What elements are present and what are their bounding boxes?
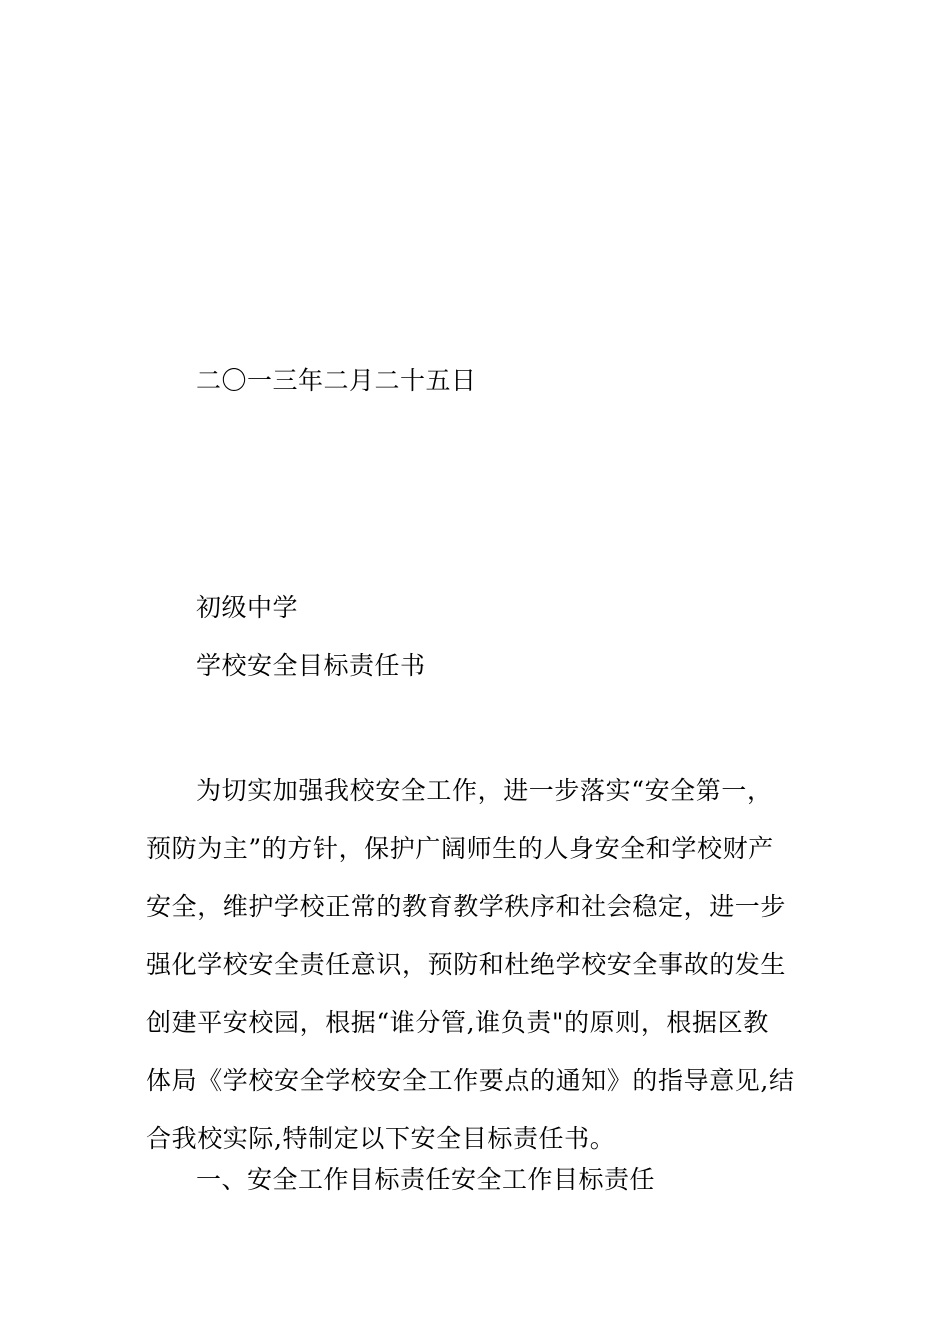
school-name: 初级中学 bbox=[196, 593, 299, 622]
paragraph-line: 体局《学校安全学校安全工作要点的通知》的指导意见,结 bbox=[146, 1066, 795, 1095]
document-title: 学校安全目标责任书 bbox=[196, 651, 426, 680]
paragraph-line: 合我校实际,特制定以下安全目标责任书。 bbox=[146, 1124, 616, 1153]
paragraph-line: 创建平安校园，根据“谁分管,谁负责"的原则，根据区教 bbox=[146, 1008, 769, 1037]
paragraph-line: 预防为主”的方针，保护广阔师生的人身安全和学校财产 bbox=[146, 834, 774, 863]
document-date: 二〇一三年二月二十五日 bbox=[196, 366, 477, 395]
section-heading: 一、安全工作目标责任安全工作目标责任 bbox=[196, 1165, 656, 1194]
paragraph-line: 为切实加强我校安全工作，进一步落实“安全第一， bbox=[196, 776, 773, 805]
paragraph-line: 安全，维护学校正常的教育教学秩序和社会稳定，进一步 bbox=[146, 892, 787, 921]
intro-paragraph bbox=[146, 762, 811, 1168]
paragraph-line: 强化学校安全责任意识，预防和杜绝学校安全事故的发生 bbox=[146, 950, 787, 979]
